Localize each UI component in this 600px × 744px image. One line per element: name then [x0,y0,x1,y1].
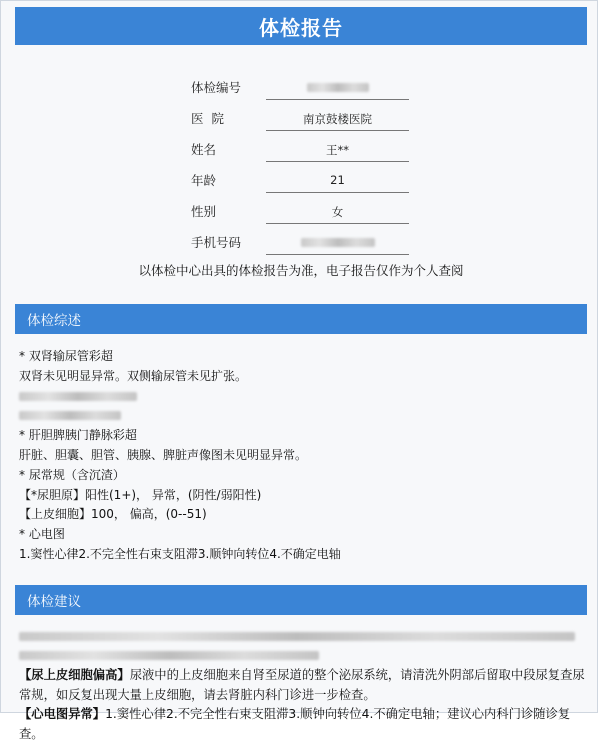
advice-redacted-block [19,628,587,666]
info-row-phone [191,224,421,255]
redacted-text [19,392,137,401]
advice-item-title: 【心电图异常】 [19,707,106,721]
patient-info [191,69,421,255]
name-value: 王** [266,142,409,162]
summary-line: * 双肾输尿管彩超 [19,349,113,363]
phone-label: 手机号码 [191,235,242,250]
summary-line: * 尿常规（含沉渣） [19,467,125,482]
hospital-label: 医 院 [191,111,224,126]
summary-content [19,347,579,565]
report-title: 体检报告 [15,7,587,45]
name-label: 姓名 [191,142,217,157]
phone-value [266,235,409,255]
summary-redacted-line [19,387,579,407]
advice-item-ecg [19,705,587,744]
exam-no-value [266,80,409,100]
gender-value: 女 [266,204,409,224]
advice-item-text: 1.窦性心律2.不完全性右束支阻滞3.顺钟向转位4.不确定电轴；建议心内科门诊随诊复查。 [19,707,571,741]
advice-item-title: 【尿上皮细胞偏高】 [19,668,130,682]
summary-line: * 心电图 [19,527,65,542]
info-row-exam-no [191,69,421,100]
summary-line: 1.窦性心律2.不完全性右束支阻滞3.顺钟向转位4.不确定电轴 [19,546,341,561]
summary-line: 【*尿胆原】阳性(1+)， 异常，(阴性/弱阳性) [19,487,262,502]
summary-line: 双肾未见明显异常。双侧输尿管未见扩张。 [19,368,248,383]
age-label: 年龄 [191,173,217,188]
advice-content [19,628,587,744]
hospital-value: 南京鼓楼医院 [266,111,409,131]
summary-line: 【上皮细胞】100， 偏高，(0--51) [19,507,207,522]
redacted-text [19,651,319,660]
summary-redacted-line [19,406,579,426]
summary-line: * 肝胆脾胰门静脉彩超 [19,428,137,443]
info-row-hospital [191,100,421,131]
exam-no-label: 体检编号 [191,80,242,95]
advice-header: 体检建议 [15,585,587,615]
redacted-exam-no [307,83,369,92]
summary-line: 肝脏、胆囊、胆管、胰腺、脾脏声像图未见明显异常。 [19,447,308,462]
info-row-name [191,131,421,162]
redacted-phone [301,238,375,247]
summary-header: 体检综述 [15,304,587,334]
redacted-text [19,411,121,420]
gender-label: 性别 [191,204,217,219]
info-row-age [191,162,421,193]
info-row-gender [191,193,421,224]
advice-item-text: 尿液中的上皮细胞来自肾至尿道的整个泌尿系统，请清洗外阴部后留取中段尿复查尿常规，如反复出现大量上皮细胞，请去肾脏内科门诊进一步检查。 [19,668,585,702]
redacted-text [19,632,575,641]
advice-item-epithelial [19,666,587,705]
report-notice: 以体检中心出具的体检报告为准，电子报告仅作为个人查阅 [138,263,464,278]
age-value: 21 [266,173,409,193]
